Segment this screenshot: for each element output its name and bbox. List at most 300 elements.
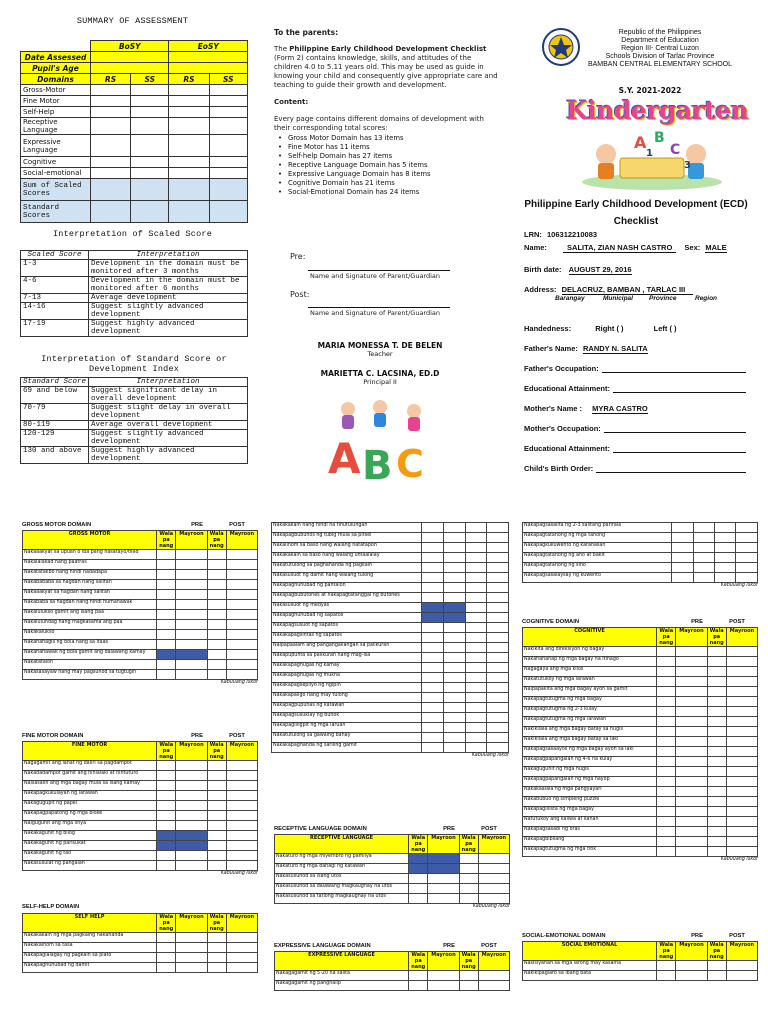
score-cell[interactable]	[444, 603, 466, 613]
score-cell[interactable]	[707, 747, 726, 757]
score-cell[interactable]	[707, 847, 726, 857]
score-cell[interactable]	[657, 807, 676, 817]
score-cell[interactable]	[693, 563, 714, 573]
score-cell[interactable]	[422, 673, 444, 683]
score-cell[interactable]	[487, 583, 509, 593]
mother-occupation-field[interactable]	[604, 424, 746, 433]
score-cell[interactable]	[176, 620, 207, 630]
score-cell[interactable]	[176, 650, 207, 660]
score-cell[interactable]	[157, 570, 176, 580]
score-cell[interactable]	[707, 717, 726, 727]
score-cell[interactable]	[693, 573, 714, 583]
score-cell[interactable]	[226, 600, 257, 610]
score-cell[interactable]	[428, 864, 459, 874]
score-cell[interactable]	[207, 630, 226, 640]
score-cell[interactable]	[465, 743, 487, 753]
score-cell[interactable]	[422, 693, 444, 703]
score-cell[interactable]	[176, 933, 207, 943]
score-cell[interactable]	[207, 660, 226, 670]
score-cell[interactable]	[226, 570, 257, 580]
score-cell[interactable]	[226, 963, 257, 973]
score-cell[interactable]	[226, 831, 257, 841]
score-cell[interactable]	[707, 677, 726, 687]
score-cell[interactable]	[176, 630, 207, 640]
score-cell[interactable]	[444, 653, 466, 663]
score-cell[interactable]	[726, 657, 757, 667]
score-cell[interactable]	[444, 713, 466, 723]
score-cell[interactable]	[726, 807, 757, 817]
score-cell[interactable]	[157, 600, 176, 610]
score-cell[interactable]	[157, 933, 176, 943]
score-cell[interactable]	[707, 971, 726, 981]
score-cell[interactable]	[157, 791, 176, 801]
score-cell[interactable]	[487, 693, 509, 703]
score-cell[interactable]	[676, 667, 707, 677]
score-cell[interactable]	[487, 553, 509, 563]
score-cell[interactable]	[726, 847, 757, 857]
score-cell[interactable]	[176, 831, 207, 841]
score-cell[interactable]	[226, 771, 257, 781]
score-cell[interactable]	[226, 590, 257, 600]
score-cell[interactable]	[409, 854, 428, 864]
score-cell[interactable]	[676, 827, 707, 837]
score-cell[interactable]	[726, 727, 757, 737]
score-cell[interactable]	[672, 533, 693, 543]
score-cell[interactable]	[207, 550, 226, 560]
score-cell[interactable]	[465, 593, 487, 603]
score-cell[interactable]	[736, 573, 758, 583]
score-cell[interactable]	[176, 781, 207, 791]
score-cell[interactable]	[157, 801, 176, 811]
score-cell[interactable]	[672, 573, 693, 583]
score-cell[interactable]	[207, 963, 226, 973]
score-cell[interactable]	[726, 837, 757, 847]
score-cell[interactable]	[465, 623, 487, 633]
score-cell[interactable]	[157, 560, 176, 570]
score-cell[interactable]	[207, 620, 226, 630]
score-cell[interactable]	[422, 533, 444, 543]
score-cell[interactable]	[672, 563, 693, 573]
score-cell[interactable]	[487, 613, 509, 623]
score-cell[interactable]	[207, 650, 226, 660]
score-cell[interactable]	[657, 767, 676, 777]
score-cell[interactable]	[207, 801, 226, 811]
score-cell[interactable]	[157, 821, 176, 831]
score-cell[interactable]	[422, 683, 444, 693]
score-cell[interactable]	[676, 837, 707, 847]
score-cell[interactable]	[226, 761, 257, 771]
score-cell[interactable]	[487, 743, 509, 753]
score-cell[interactable]	[736, 533, 758, 543]
score-cell[interactable]	[459, 981, 478, 991]
score-cell[interactable]	[207, 670, 226, 680]
score-cell[interactable]	[487, 703, 509, 713]
score-cell[interactable]	[459, 854, 478, 864]
score-cell[interactable]	[487, 713, 509, 723]
score-cell[interactable]	[487, 573, 509, 583]
score-cell[interactable]	[676, 707, 707, 717]
score-cell[interactable]	[465, 653, 487, 663]
score-cell[interactable]	[422, 543, 444, 553]
score-cell[interactable]	[707, 727, 726, 737]
score-cell[interactable]	[487, 683, 509, 693]
score-cell[interactable]	[176, 550, 207, 560]
score-cell[interactable]	[487, 563, 509, 573]
score-cell[interactable]	[422, 653, 444, 663]
score-cell[interactable]	[444, 693, 466, 703]
score-cell[interactable]	[157, 550, 176, 560]
score-cell[interactable]	[465, 583, 487, 593]
score-cell[interactable]	[465, 703, 487, 713]
score-cell[interactable]	[207, 821, 226, 831]
score-cell[interactable]	[444, 553, 466, 563]
score-cell[interactable]	[226, 640, 257, 650]
birth-order-field[interactable]	[596, 464, 746, 473]
score-cell[interactable]	[207, 580, 226, 590]
score-cell[interactable]	[444, 593, 466, 603]
score-cell[interactable]	[707, 767, 726, 777]
score-cell[interactable]	[428, 981, 459, 991]
score-cell[interactable]	[478, 874, 509, 884]
score-cell[interactable]	[422, 563, 444, 573]
score-cell[interactable]	[657, 677, 676, 687]
score-cell[interactable]	[157, 610, 176, 620]
score-cell[interactable]	[444, 683, 466, 693]
score-cell[interactable]	[157, 781, 176, 791]
score-cell[interactable]	[707, 827, 726, 837]
score-cell[interactable]	[657, 847, 676, 857]
score-cell[interactable]	[226, 560, 257, 570]
score-cell[interactable]	[676, 817, 707, 827]
score-cell[interactable]	[444, 673, 466, 683]
score-cell[interactable]	[444, 703, 466, 713]
score-cell[interactable]	[707, 961, 726, 971]
score-cell[interactable]	[157, 831, 176, 841]
score-cell[interactable]	[657, 817, 676, 827]
score-cell[interactable]	[693, 533, 714, 543]
score-cell[interactable]	[672, 543, 693, 553]
score-cell[interactable]	[176, 953, 207, 963]
score-cell[interactable]	[657, 697, 676, 707]
score-cell[interactable]	[176, 560, 207, 570]
score-cell[interactable]	[207, 761, 226, 771]
score-cell[interactable]	[422, 743, 444, 753]
score-cell[interactable]	[444, 723, 466, 733]
score-cell[interactable]	[707, 797, 726, 807]
score-cell[interactable]	[459, 894, 478, 904]
score-cell[interactable]	[657, 961, 676, 971]
score-cell[interactable]	[176, 801, 207, 811]
score-cell[interactable]	[207, 953, 226, 963]
score-cell[interactable]	[707, 647, 726, 657]
score-cell[interactable]	[707, 687, 726, 697]
score-cell[interactable]	[207, 841, 226, 851]
mother-education-field[interactable]	[613, 444, 746, 453]
score-cell[interactable]	[444, 633, 466, 643]
score-cell[interactable]	[444, 533, 466, 543]
score-cell[interactable]	[657, 971, 676, 981]
score-cell[interactable]	[487, 723, 509, 733]
score-cell[interactable]	[676, 767, 707, 777]
score-cell[interactable]	[226, 630, 257, 640]
score-cell[interactable]	[726, 647, 757, 657]
score-cell[interactable]	[487, 673, 509, 683]
score-cell[interactable]	[422, 623, 444, 633]
score-cell[interactable]	[487, 543, 509, 553]
score-cell[interactable]	[226, 620, 257, 630]
score-cell[interactable]	[176, 600, 207, 610]
score-cell[interactable]	[157, 761, 176, 771]
score-cell[interactable]	[465, 543, 487, 553]
score-cell[interactable]	[409, 864, 428, 874]
score-cell[interactable]	[478, 864, 509, 874]
score-cell[interactable]	[459, 971, 478, 981]
score-cell[interactable]	[676, 737, 707, 747]
score-cell[interactable]	[226, 841, 257, 851]
score-cell[interactable]	[176, 841, 207, 851]
score-cell[interactable]	[157, 630, 176, 640]
score-cell[interactable]	[226, 861, 257, 871]
score-cell[interactable]	[487, 643, 509, 653]
score-cell[interactable]	[157, 580, 176, 590]
score-cell[interactable]	[657, 827, 676, 837]
score-cell[interactable]	[226, 650, 257, 660]
score-cell[interactable]	[676, 697, 707, 707]
score-cell[interactable]	[176, 771, 207, 781]
score-cell[interactable]	[465, 563, 487, 573]
score-cell[interactable]	[422, 703, 444, 713]
score-cell[interactable]	[487, 533, 509, 543]
score-cell[interactable]	[422, 553, 444, 563]
score-cell[interactable]	[422, 603, 444, 613]
score-cell[interactable]	[444, 743, 466, 753]
score-cell[interactable]	[157, 943, 176, 953]
score-cell[interactable]	[707, 697, 726, 707]
score-cell[interactable]	[226, 610, 257, 620]
score-cell[interactable]	[726, 697, 757, 707]
score-cell[interactable]	[409, 971, 428, 981]
score-cell[interactable]	[465, 533, 487, 543]
score-cell[interactable]	[176, 861, 207, 871]
score-cell[interactable]	[444, 613, 466, 623]
score-cell[interactable]	[176, 821, 207, 831]
score-cell[interactable]	[428, 854, 459, 864]
score-cell[interactable]	[176, 610, 207, 620]
score-cell[interactable]	[693, 553, 714, 563]
score-cell[interactable]	[726, 687, 757, 697]
score-cell[interactable]	[657, 787, 676, 797]
score-cell[interactable]	[715, 533, 736, 543]
left-option[interactable]: Left ( )	[653, 324, 677, 333]
score-cell[interactable]	[707, 807, 726, 817]
score-cell[interactable]	[707, 667, 726, 677]
score-cell[interactable]	[157, 953, 176, 963]
score-cell[interactable]	[465, 573, 487, 583]
score-cell[interactable]	[226, 670, 257, 680]
score-cell[interactable]	[676, 647, 707, 657]
pre-signature-line[interactable]	[308, 270, 450, 271]
score-cell[interactable]	[676, 677, 707, 687]
score-cell[interactable]	[487, 523, 509, 533]
score-cell[interactable]	[226, 660, 257, 670]
score-cell[interactable]	[422, 663, 444, 673]
score-cell[interactable]	[707, 657, 726, 667]
score-cell[interactable]	[176, 943, 207, 953]
score-cell[interactable]	[207, 791, 226, 801]
score-cell[interactable]	[726, 797, 757, 807]
score-cell[interactable]	[715, 573, 736, 583]
score-cell[interactable]	[226, 851, 257, 861]
score-cell[interactable]	[207, 610, 226, 620]
score-cell[interactable]	[157, 640, 176, 650]
score-cell[interactable]	[676, 847, 707, 857]
score-cell[interactable]	[676, 807, 707, 817]
score-cell[interactable]	[736, 563, 758, 573]
score-cell[interactable]	[657, 707, 676, 717]
right-option[interactable]: Right ( )	[595, 324, 624, 333]
score-cell[interactable]	[444, 583, 466, 593]
score-cell[interactable]	[465, 633, 487, 643]
score-cell[interactable]	[478, 854, 509, 864]
score-cell[interactable]	[207, 781, 226, 791]
score-cell[interactable]	[428, 894, 459, 904]
score-cell[interactable]	[444, 663, 466, 673]
score-cell[interactable]	[657, 757, 676, 767]
score-cell[interactable]	[715, 563, 736, 573]
score-cell[interactable]	[157, 963, 176, 973]
score-cell[interactable]	[176, 761, 207, 771]
score-cell[interactable]	[226, 550, 257, 560]
score-cell[interactable]	[487, 593, 509, 603]
score-cell[interactable]	[459, 874, 478, 884]
score-cell[interactable]	[465, 603, 487, 613]
score-cell[interactable]	[715, 543, 736, 553]
score-cell[interactable]	[422, 643, 444, 653]
score-cell[interactable]	[707, 787, 726, 797]
score-cell[interactable]	[422, 613, 444, 623]
score-cell[interactable]	[726, 817, 757, 827]
score-cell[interactable]	[422, 733, 444, 743]
score-cell[interactable]	[726, 737, 757, 747]
score-cell[interactable]	[207, 771, 226, 781]
score-cell[interactable]	[207, 943, 226, 953]
score-cell[interactable]	[176, 640, 207, 650]
score-cell[interactable]	[444, 623, 466, 633]
score-cell[interactable]	[676, 687, 707, 697]
score-cell[interactable]	[487, 623, 509, 633]
score-cell[interactable]	[676, 657, 707, 667]
score-cell[interactable]	[487, 653, 509, 663]
score-cell[interactable]	[422, 523, 444, 533]
score-cell[interactable]	[676, 757, 707, 767]
score-cell[interactable]	[726, 757, 757, 767]
score-cell[interactable]	[176, 570, 207, 580]
score-cell[interactable]	[157, 660, 176, 670]
score-cell[interactable]	[672, 523, 693, 533]
score-cell[interactable]	[676, 727, 707, 737]
score-cell[interactable]	[707, 707, 726, 717]
score-cell[interactable]	[726, 717, 757, 727]
score-cell[interactable]	[726, 971, 757, 981]
score-cell[interactable]	[736, 543, 758, 553]
score-cell[interactable]	[693, 523, 714, 533]
score-cell[interactable]	[157, 861, 176, 871]
score-cell[interactable]	[726, 777, 757, 787]
score-cell[interactable]	[409, 981, 428, 991]
score-cell[interactable]	[715, 523, 736, 533]
score-cell[interactable]	[176, 590, 207, 600]
score-cell[interactable]	[676, 961, 707, 971]
score-cell[interactable]	[478, 894, 509, 904]
score-cell[interactable]	[707, 757, 726, 767]
score-cell[interactable]	[676, 777, 707, 787]
score-cell[interactable]	[715, 553, 736, 563]
score-cell[interactable]	[736, 553, 758, 563]
score-cell[interactable]	[726, 827, 757, 837]
score-cell[interactable]	[226, 801, 257, 811]
score-cell[interactable]	[478, 981, 509, 991]
score-cell[interactable]	[465, 663, 487, 673]
score-cell[interactable]	[465, 553, 487, 563]
score-cell[interactable]	[422, 633, 444, 643]
score-cell[interactable]	[422, 573, 444, 583]
score-cell[interactable]	[478, 971, 509, 981]
score-cell[interactable]	[726, 677, 757, 687]
score-cell[interactable]	[657, 737, 676, 747]
score-cell[interactable]	[226, 943, 257, 953]
score-cell[interactable]	[459, 884, 478, 894]
score-cell[interactable]	[157, 851, 176, 861]
score-cell[interactable]	[176, 791, 207, 801]
score-cell[interactable]	[422, 713, 444, 723]
score-cell[interactable]	[207, 590, 226, 600]
father-education-field[interactable]	[613, 384, 746, 393]
score-cell[interactable]	[444, 543, 466, 553]
score-cell[interactable]	[207, 600, 226, 610]
score-cell[interactable]	[157, 771, 176, 781]
score-cell[interactable]	[465, 643, 487, 653]
score-cell[interactable]	[444, 573, 466, 583]
score-cell[interactable]	[207, 570, 226, 580]
score-cell[interactable]	[459, 864, 478, 874]
score-cell[interactable]	[487, 633, 509, 643]
score-cell[interactable]	[657, 777, 676, 787]
score-cell[interactable]	[736, 523, 758, 533]
score-cell[interactable]	[422, 583, 444, 593]
score-cell[interactable]	[176, 851, 207, 861]
score-cell[interactable]	[676, 747, 707, 757]
score-cell[interactable]	[207, 933, 226, 943]
score-cell[interactable]	[657, 667, 676, 677]
score-cell[interactable]	[487, 733, 509, 743]
score-cell[interactable]	[726, 787, 757, 797]
score-cell[interactable]	[726, 707, 757, 717]
score-cell[interactable]	[676, 971, 707, 981]
score-cell[interactable]	[226, 933, 257, 943]
score-cell[interactable]	[444, 523, 466, 533]
score-cell[interactable]	[657, 717, 676, 727]
score-cell[interactable]	[444, 563, 466, 573]
score-cell[interactable]	[422, 723, 444, 733]
score-cell[interactable]	[465, 723, 487, 733]
post-signature-line[interactable]	[308, 307, 450, 308]
score-cell[interactable]	[465, 713, 487, 723]
score-cell[interactable]	[726, 961, 757, 971]
score-cell[interactable]	[657, 727, 676, 737]
score-cell[interactable]	[657, 837, 676, 847]
score-cell[interactable]	[707, 777, 726, 787]
score-cell[interactable]	[676, 787, 707, 797]
